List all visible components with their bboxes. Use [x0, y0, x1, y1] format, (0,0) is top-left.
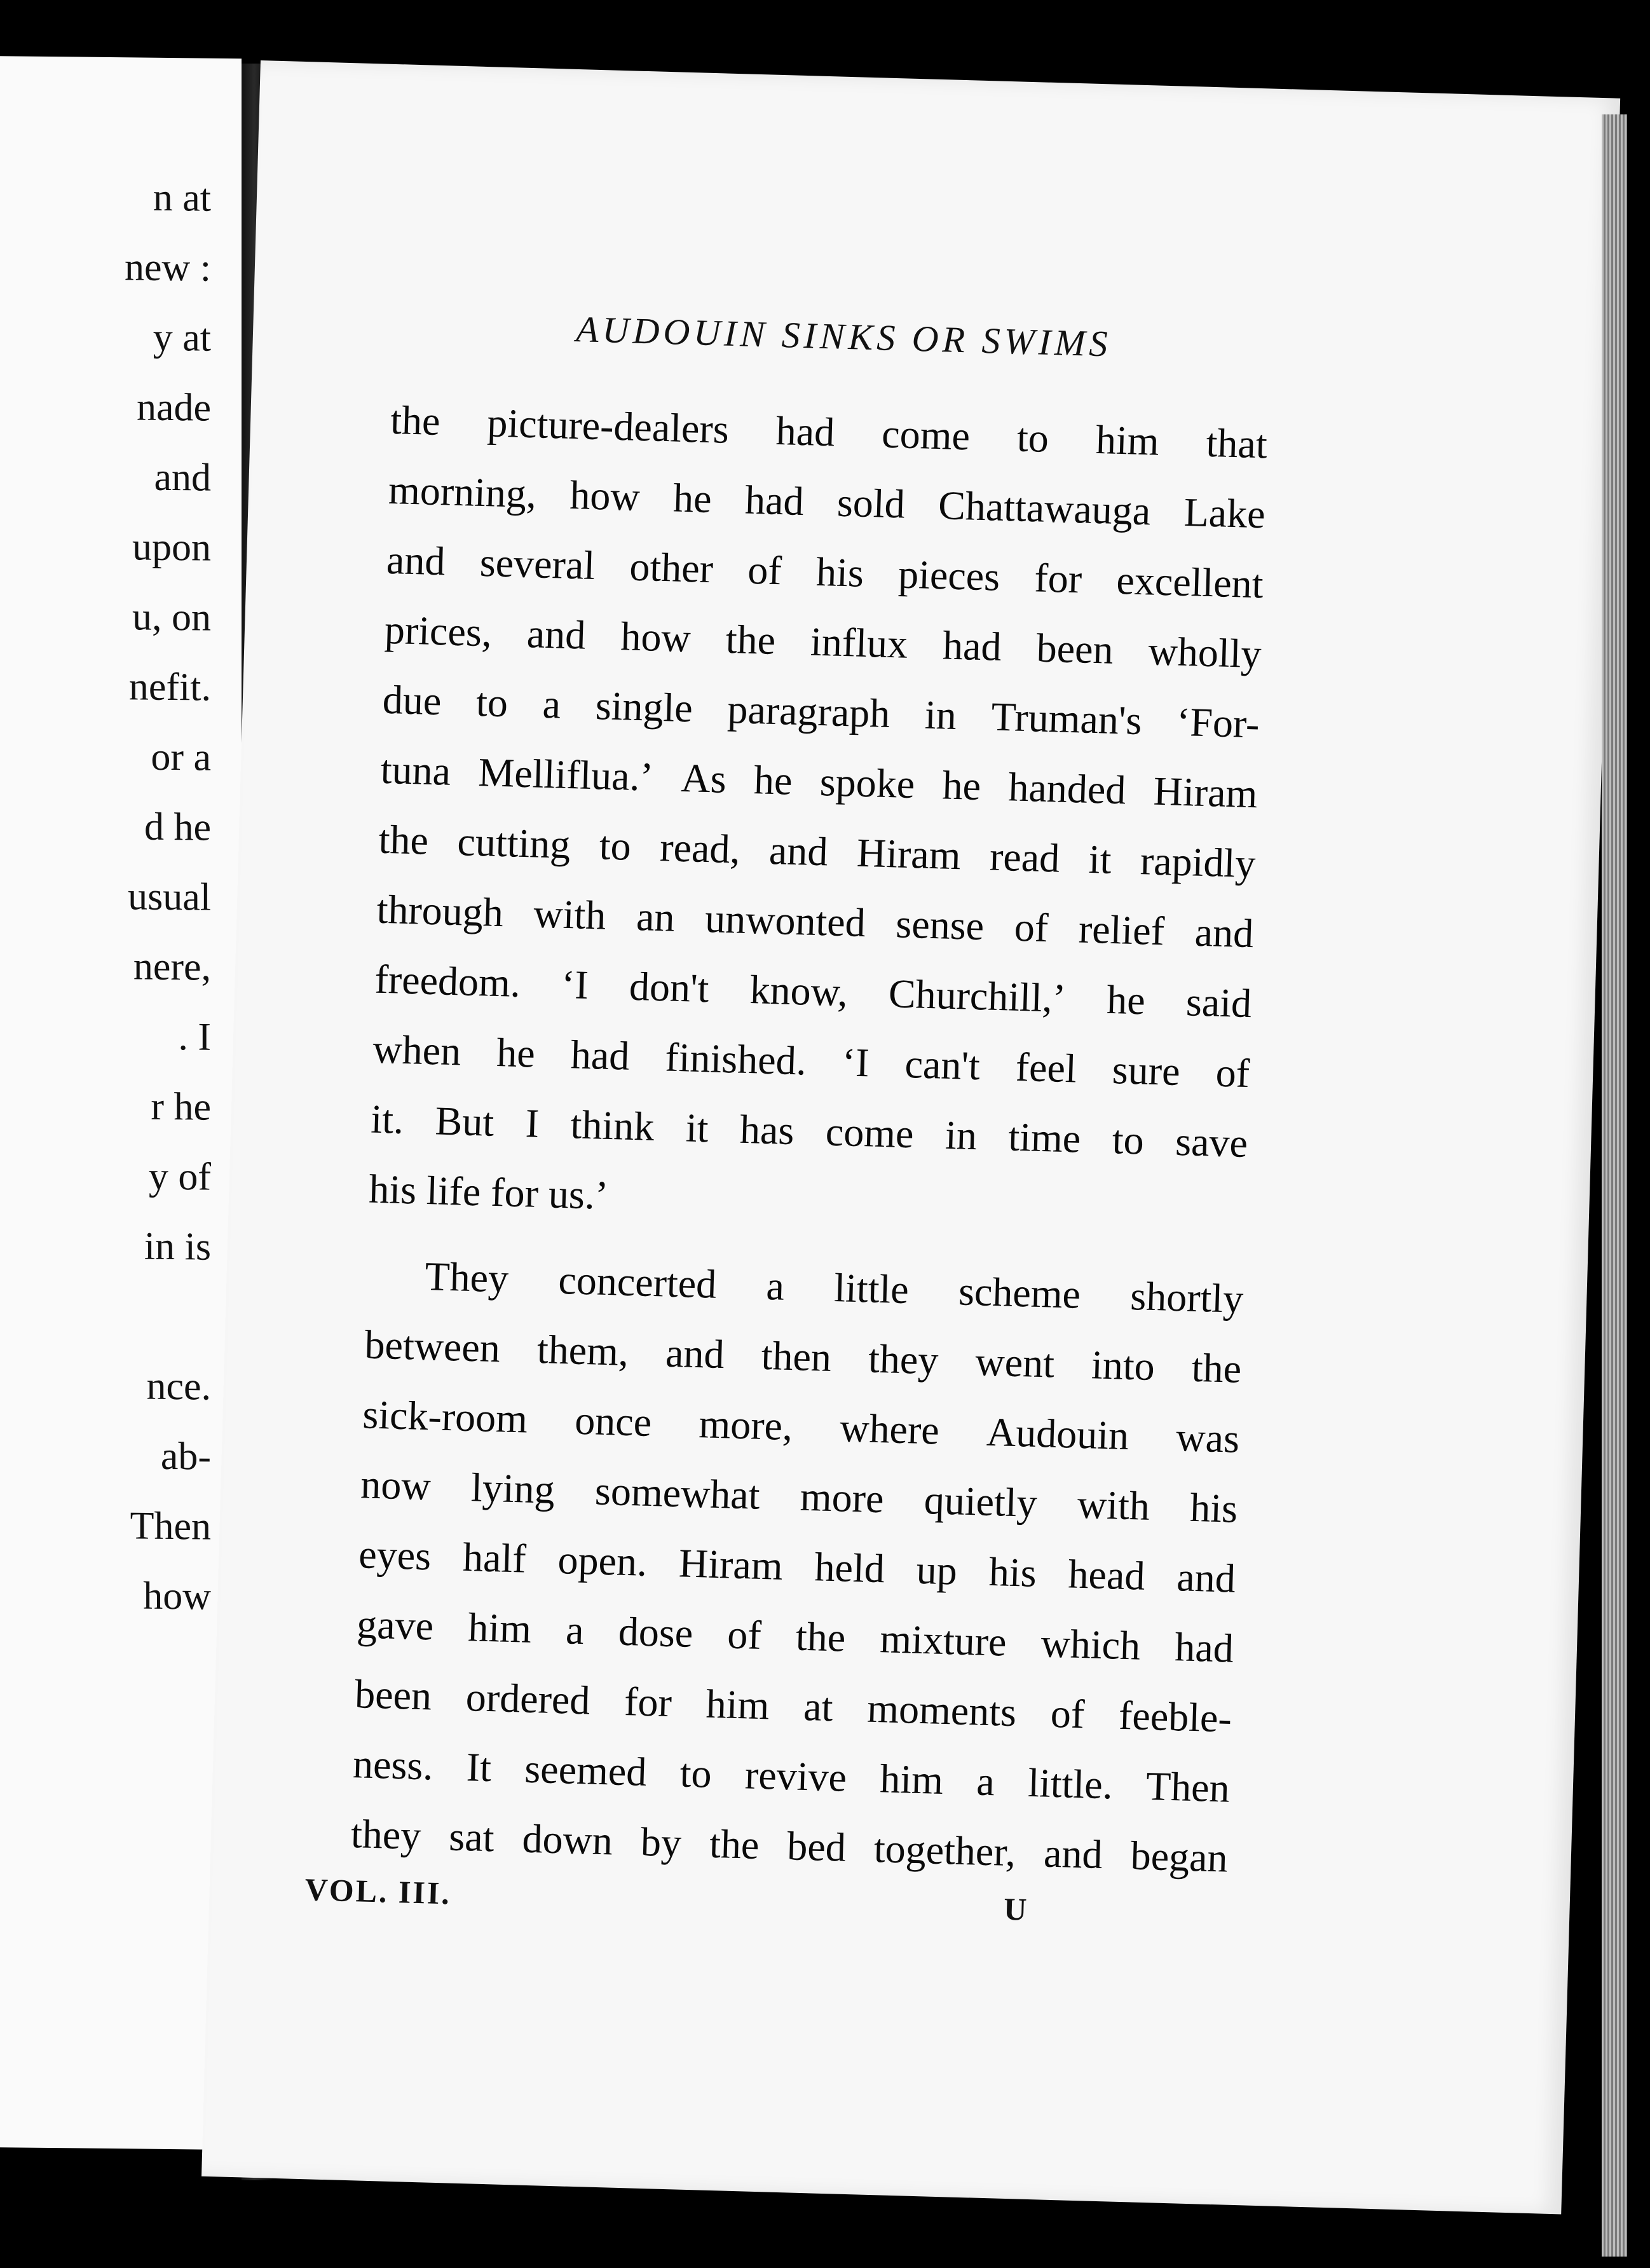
- left-page-line: or a: [151, 735, 211, 779]
- text-line: his life for us.’: [368, 1166, 610, 1218]
- text-line: morning, how he had sold Chattawauga Lake: [388, 467, 1266, 537]
- left-page-line: ab-: [160, 1434, 211, 1479]
- left-page-line: y of: [148, 1154, 211, 1199]
- text-line: They concerted a little scheme shortly: [424, 1253, 1244, 1322]
- text-line: tuna Melliflua.’ As he spoke he handed Hiram: [379, 746, 1258, 817]
- left-page-line: new :: [124, 245, 211, 290]
- left-page-line: in is: [144, 1224, 211, 1269]
- text-line: eyes half open. Hiram held up his head and: [358, 1531, 1236, 1601]
- text-line: now lying somewhat more quietly with his: [360, 1461, 1238, 1531]
- text-line: the picture-dealers had come to him that: [390, 397, 1268, 467]
- text-line: ness. It seemed to revive him a little. Then: [352, 1741, 1231, 1811]
- left-page-line: y at: [153, 315, 211, 360]
- left-page-line: nefit.: [128, 665, 211, 709]
- text-line: it. But I think it has come in time to save: [370, 1096, 1249, 1166]
- text-line: due to a single paragraph in Truman's ‘For-: [382, 676, 1260, 747]
- left-page-line: Then: [130, 1504, 211, 1548]
- left-page-line: d he: [144, 805, 211, 849]
- left-page-line: nade: [136, 385, 211, 430]
- left-page-line: . I: [178, 1015, 211, 1059]
- signature-mark: U: [1003, 1890, 1028, 1927]
- text-line: between them, and then they went into the: [364, 1322, 1243, 1391]
- text-line: the cutting to read, and Hiram read it rapidly: [378, 816, 1257, 887]
- left-page-line: nce.: [146, 1364, 211, 1409]
- body-text: [350, 385, 1269, 1894]
- left-page-line: n at: [153, 175, 211, 220]
- left-page-line: r he: [151, 1084, 211, 1129]
- page-stack-edge: [1602, 114, 1627, 2257]
- left-page-line: how: [143, 1574, 211, 1618]
- running-head: AUDOUIN SINKS OR SWIMS: [575, 308, 1112, 365]
- left-page-line: u, on: [132, 595, 211, 639]
- text-line: when he had finished. ‘I can't feel sure of: [372, 1026, 1251, 1096]
- volume-signature: VOL. III.: [304, 1871, 452, 1911]
- text-line: been ordered for him at moments of feeble-: [354, 1671, 1232, 1741]
- text-line: through with an unwonted sense of relief and: [376, 886, 1255, 957]
- text-line: they sat down by the bed together, and began: [350, 1811, 1229, 1881]
- left-page-line: nere,: [133, 945, 211, 989]
- text-line: and several other of his pieces for excellent: [386, 536, 1264, 607]
- previous-page: [0, 56, 242, 2150]
- left-page-line: usual: [128, 875, 211, 919]
- text-line: gave him a dose of the mixture which had: [356, 1601, 1234, 1671]
- text-line: freedom. ‘I don't know, Churchill,’ he said: [374, 956, 1253, 1027]
- book-page: [201, 60, 1620, 2214]
- text-line: prices, and how the influx had been wholly: [384, 606, 1262, 677]
- left-page-line: and: [154, 455, 211, 500]
- left-page-line: upon: [132, 525, 211, 570]
- text-line: sick-room once more, where Audouin was: [362, 1391, 1241, 1461]
